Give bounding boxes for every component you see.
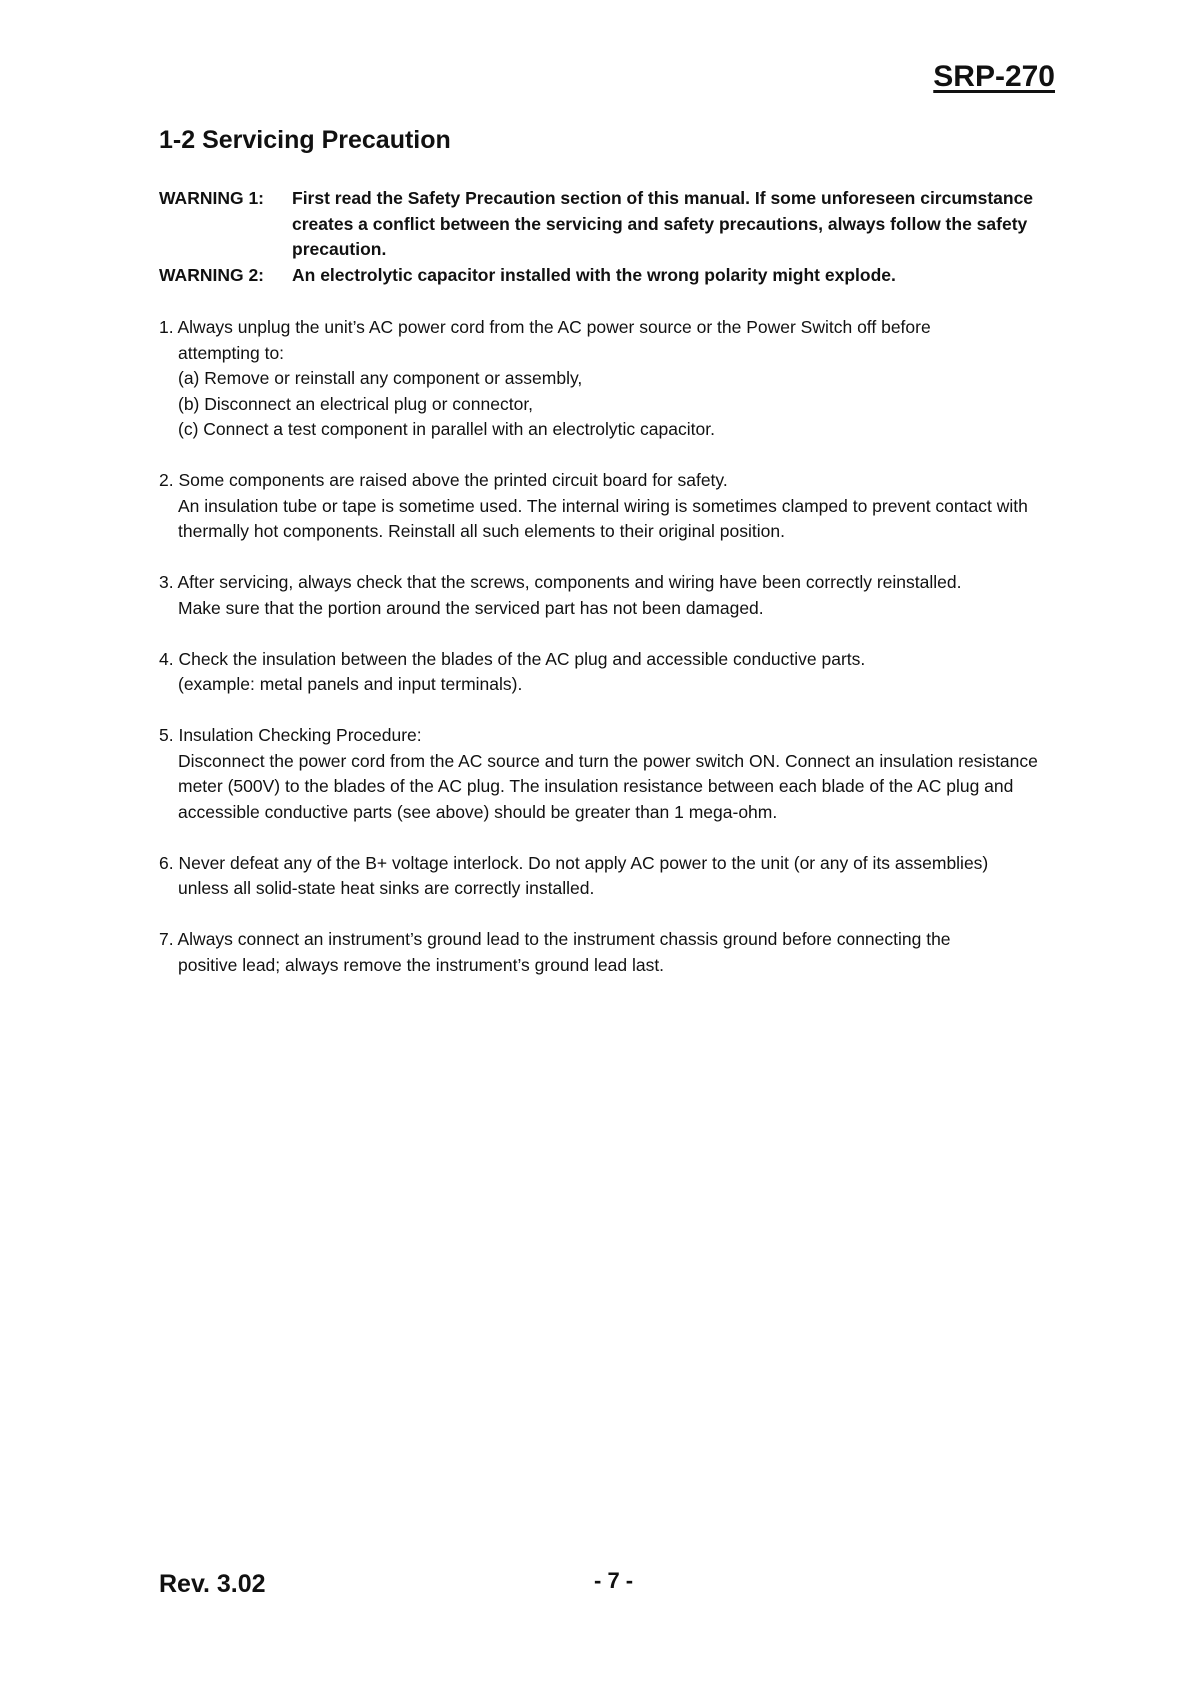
- list-item: [159, 570, 1079, 621]
- list-item: [159, 468, 1079, 545]
- list-item: [159, 927, 1079, 978]
- sub-item: (b) Disconnect an electrical plug or connector,: [178, 393, 534, 414]
- item-lead: 2. Some components are raised above the printed circuit board for safety.: [159, 470, 728, 490]
- revision-label: Rev. 3.02: [159, 1570, 266, 1598]
- warning-text: An electrolytic capacitor installed with the wrong polarity might explode.: [292, 264, 896, 285]
- precaution-list: [159, 315, 1079, 1004]
- item-lead: 1. Always unplug the unit’s AC power cord from the AC power source or the Power Switch off before: [159, 317, 931, 337]
- section-title: 1-2 Servicing Precaution: [159, 126, 451, 154]
- list-item: [159, 647, 1079, 698]
- item-lead: 5. Insulation Checking Procedure:: [159, 725, 422, 745]
- page-number: - 7 -: [594, 1568, 634, 1593]
- item-body: Disconnect the power cord from the AC source and turn the power switch ON. Connect an insulation resistance meter (500V) to the blades of the AC plug. The insulation resistance between each blade of the AC plug and accessible conductive parts (see above) should be greater than 1 mega-ohm.: [178, 750, 1038, 822]
- item-lead: 4. Check the insulation between the blades of the AC plug and accessible conductive parts.: [159, 648, 866, 669]
- list-item: [159, 723, 1079, 825]
- warning-2: [159, 263, 1059, 289]
- item-body: unless all solid-state heat sinks are correctly installed.: [178, 878, 595, 898]
- item-continuation: attempting to:: [178, 342, 285, 363]
- item-body: positive lead; always remove the instrument’s ground lead last.: [178, 954, 665, 975]
- item-body: Make sure that the portion around the serviced part has not been damaged.: [178, 597, 764, 618]
- item-body: An insulation tube or tape is sometime used. The internal wiring is sometimes clamped to prevent contact with thermally hot components. Reinstall all such elements to their original position.: [178, 495, 1028, 541]
- list-item: [159, 315, 1079, 443]
- item-lead: 7. Always connect an instrument’s ground lead to the instrument chassis ground before connecting the: [159, 929, 951, 949]
- warning-1: [159, 186, 1059, 263]
- warnings-block: [159, 186, 1059, 288]
- item-lead: 3. After servicing, always check that the screws, components and wiring have been correctly reinstalled.: [159, 572, 962, 592]
- list-item: [159, 851, 1079, 902]
- warning-label: WARNING 1:: [159, 188, 264, 208]
- item-lead: 6. Never defeat any of the B+ voltage interlock. Do not apply AC power to the unit (or any of its assemblies): [159, 852, 989, 873]
- warning-text: First read the Safety Precaution section of this manual. If some unforeseen circumstance creates a conflict between the servicing and safety precautions, always follow the safety precaution.: [292, 188, 1034, 259]
- warning-label: WARNING 2:: [159, 264, 264, 285]
- item-body: (example: metal panels and input terminals).: [178, 674, 523, 694]
- model-name: SRP-270: [933, 60, 1055, 93]
- sub-item: (c) Connect a test component in parallel with an electrolytic capacitor.: [178, 419, 715, 439]
- sub-item: (a) Remove or reinstall any component or assembly,: [178, 368, 583, 388]
